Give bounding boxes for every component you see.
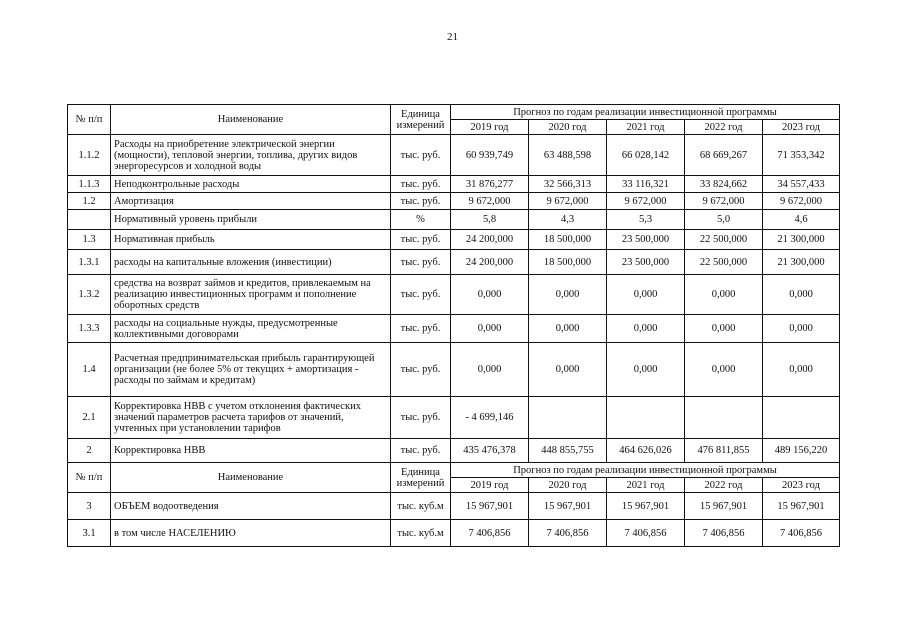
row-name: Корректировка НВВ [111,439,391,463]
row-number: 1.1.3 [68,176,111,193]
row-value: 0,000 [685,315,763,343]
row-value [529,397,607,439]
table-row [68,397,840,439]
row-value: 9 672,000 [529,193,607,210]
tariff-forecast-table [67,104,840,547]
row-name: в том числе НАСЕЛЕНИЮ [111,520,391,547]
row-value: 23 500,000 [607,230,685,250]
row-value: 33 824,662 [685,176,763,193]
row-unit: тыс. руб. [391,343,451,397]
row-number: 3.1 [68,520,111,547]
row-value: 15 967,901 [529,493,607,520]
header-year: 2023 год [763,478,840,493]
row-unit: тыс. куб.м [391,493,451,520]
row-name: Расчетная предпринимательская прибыль гарантирующей организации (не более 5% от текущих + амортизация - расходы по займам и кредитам) [111,343,391,397]
row-value: 0,000 [685,343,763,397]
row-value: 7 406,856 [607,520,685,547]
row-value: - 4 699,146 [451,397,529,439]
row-number: 1.2 [68,193,111,210]
row-value: 448 855,755 [529,439,607,463]
header-year: 2023 год [763,120,840,135]
header-name: Наименование [111,105,391,135]
header-year: 2019 год [451,478,529,493]
row-number: 1.3.3 [68,315,111,343]
row-value [607,397,685,439]
row-unit: тыс. руб. [391,397,451,439]
row-value: 464 626,026 [607,439,685,463]
row-name: Амортизация [111,193,391,210]
row-value: 0,000 [451,315,529,343]
row-value [685,397,763,439]
row-value: 4,3 [529,210,607,230]
row-value: 9 672,000 [685,193,763,210]
row-value: 0,000 [763,315,840,343]
row-unit: тыс. руб. [391,250,451,275]
row-value: 63 488,598 [529,135,607,176]
header-num: № п/п [68,105,111,135]
row-value: 23 500,000 [607,250,685,275]
row-value: 0,000 [529,343,607,397]
row-value: 18 500,000 [529,250,607,275]
row-unit: тыс. куб.м [391,520,451,547]
table-row [68,315,840,343]
row-value: 0,000 [763,275,840,315]
page-number: 21 [447,31,458,43]
row-name: Нормативная прибыль [111,230,391,250]
row-value: 0,000 [451,275,529,315]
table-row [68,135,840,176]
table-row [68,193,840,210]
row-value: 15 967,901 [607,493,685,520]
row-value: 489 156,220 [763,439,840,463]
row-name: Нормативный уровень прибыли [111,210,391,230]
header-year: 2020 год [529,478,607,493]
row-number: 1.3 [68,230,111,250]
table-row [68,230,840,250]
header-forecast: Прогноз по годам реализации инвестиционной программы [451,105,840,120]
row-value: 0,000 [529,275,607,315]
row-unit: тыс. руб. [391,230,451,250]
row-value: 21 300,000 [763,250,840,275]
row-value: 15 967,901 [451,493,529,520]
header-year: 2021 год [607,120,685,135]
row-value: 7 406,856 [685,520,763,547]
row-unit: тыс. руб. [391,439,451,463]
row-value: 24 200,000 [451,230,529,250]
row-number: 3 [68,493,111,520]
row-name: ОБЪЕМ водоотведения [111,493,391,520]
header-num: № п/п [68,463,111,493]
row-value: 0,000 [607,343,685,397]
row-value: 9 672,000 [763,193,840,210]
row-name: Корректировка НВВ с учетом отклонения фактических значений параметров расчета тарифов от значений, учтенных при установлении тарифов [111,397,391,439]
row-value: 0,000 [685,275,763,315]
row-value: 33 116,321 [607,176,685,193]
row-number: 2 [68,439,111,463]
row-number: 2.1 [68,397,111,439]
row-value: 5,0 [685,210,763,230]
row-value: 15 967,901 [763,493,840,520]
header-row [68,105,840,120]
row-value: 5,8 [451,210,529,230]
row-value: 15 967,901 [685,493,763,520]
row-name: средства на возврат займов и кредитов, привлекаемым на реализацию инвестиционных программ и пополнение оборотных средств [111,275,391,315]
row-value: 24 200,000 [451,250,529,275]
table-row [68,250,840,275]
header-year: 2022 год [685,120,763,135]
row-value: 31 876,277 [451,176,529,193]
row-value: 22 500,000 [685,230,763,250]
header-name: Наименование [111,463,391,493]
row-value: 60 939,749 [451,135,529,176]
row-value: 9 672,000 [451,193,529,210]
row-number [68,210,111,230]
row-number: 1.3.2 [68,275,111,315]
row-value: 22 500,000 [685,250,763,275]
row-number: 1.4 [68,343,111,397]
table-row [68,439,840,463]
header-year: 2019 год [451,120,529,135]
row-number: 1.3.1 [68,250,111,275]
row-unit: % [391,210,451,230]
row-value: 21 300,000 [763,230,840,250]
header-row [68,463,840,478]
row-value: 435 476,378 [451,439,529,463]
row-name: расходы на социальные нужды, предусмотренные коллективными договорами [111,315,391,343]
row-value: 0,000 [529,315,607,343]
row-value: 476 811,855 [685,439,763,463]
row-value: 9 672,000 [607,193,685,210]
row-value: 68 669,267 [685,135,763,176]
header-year: 2022 год [685,478,763,493]
header-year: 2020 год [529,120,607,135]
header-unit: Единица измерений [391,463,451,493]
row-value: 71 353,342 [763,135,840,176]
row-unit: тыс. руб. [391,176,451,193]
table-row [68,210,840,230]
row-value: 32 566,313 [529,176,607,193]
row-name: расходы на капитальные вложения (инвестиции) [111,250,391,275]
table-row [68,520,840,547]
table-row [68,493,840,520]
row-value: 0,000 [607,315,685,343]
row-unit: тыс. руб. [391,275,451,315]
row-value: 0,000 [451,343,529,397]
row-value: 7 406,856 [529,520,607,547]
header-forecast: Прогноз по годам реализации инвестиционной программы [451,463,840,478]
row-value: 5,3 [607,210,685,230]
row-value: 0,000 [607,275,685,315]
row-value: 4,6 [763,210,840,230]
row-name: Неподконтрольные расходы [111,176,391,193]
row-name: Расходы на приобретение электрической энергии (мощности), тепловой энергии, топлива, других видов энергоресурсов и холодной воды [111,135,391,176]
row-unit: тыс. руб. [391,135,451,176]
row-value: 7 406,856 [451,520,529,547]
row-unit: тыс. руб. [391,315,451,343]
header-year: 2021 год [607,478,685,493]
row-value: 18 500,000 [529,230,607,250]
header-unit: Единица измерений [391,105,451,135]
table-row [68,176,840,193]
row-value: 34 557,433 [763,176,840,193]
row-unit: тыс. руб. [391,193,451,210]
table-row [68,275,840,315]
row-value: 66 028,142 [607,135,685,176]
row-number: 1.1.2 [68,135,111,176]
table-row [68,343,840,397]
row-value: 7 406,856 [763,520,840,547]
row-value [763,397,840,439]
row-value: 0,000 [763,343,840,397]
